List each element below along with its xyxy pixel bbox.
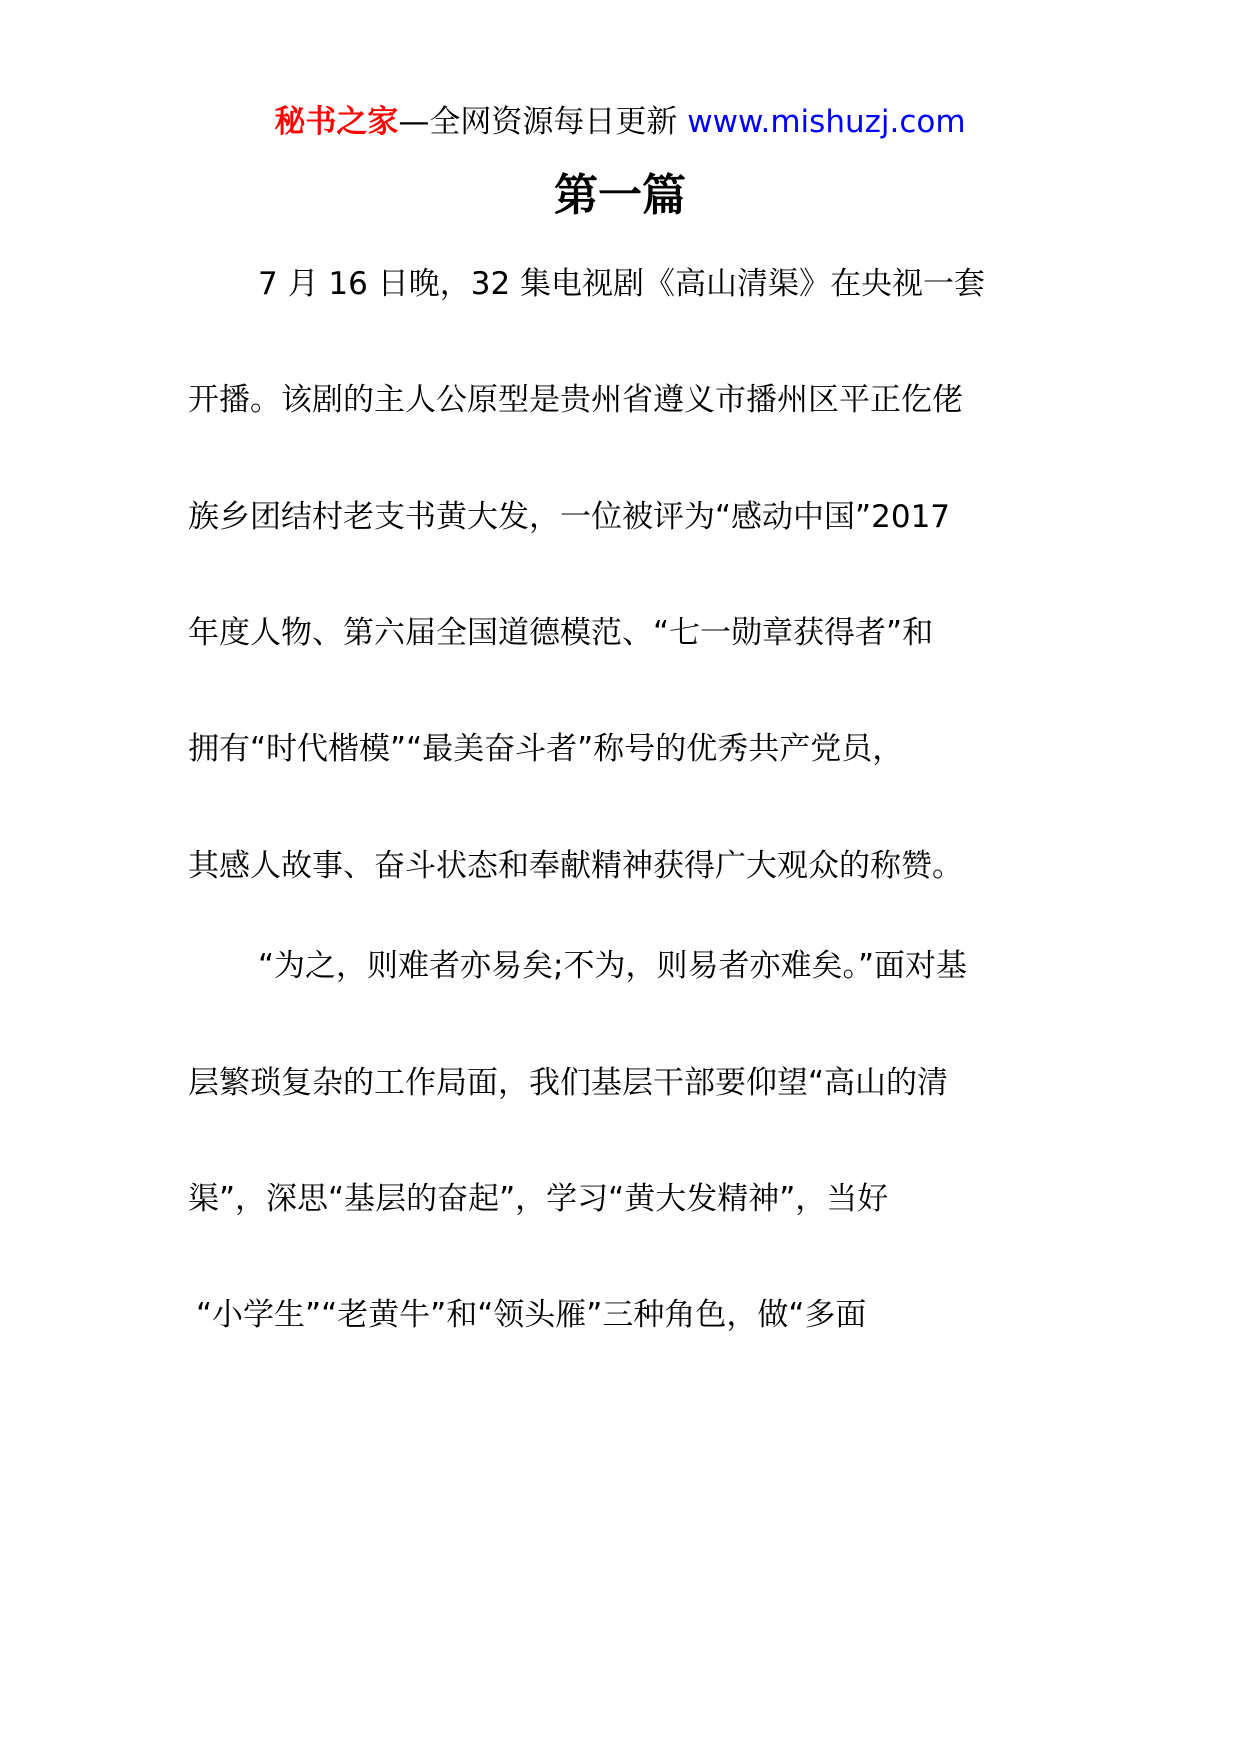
paragraph-line: 族乡团结村老支书黄大发，一位被评为“感动中国”2017 (188, 499, 951, 535)
paragraph-line: 拥有“时代楷模”“最美奋斗者”称号的优秀共产党员， (188, 731, 904, 767)
paragraph-line: 年度人物、第六届全国道德模范、“七一勋章获得者”和 (188, 615, 934, 651)
site-tagline: —全网资源每日更新 (398, 104, 688, 140)
paragraph-line: 7 月 16 日晚，32 集电视剧《高山清渠》在央视一套 (258, 266, 986, 302)
page-title: 第一篇 (554, 170, 686, 221)
paragraph-line: 渠”，深思“基层的奋起”，学习“黄大发精神”，当好 (188, 1181, 889, 1217)
site-brand: 秘书之家 (274, 104, 399, 140)
paragraph-line: 层繁琐复杂的工作局面，我们基层干部要仰望“高山的清 (188, 1065, 949, 1101)
site-url-link[interactable]: www.mishuzj.com (687, 104, 966, 140)
paragraph-line: 其感人故事、奋斗状态和奉献精神获得广大观众的称赞。 (188, 848, 963, 884)
paragraph-line: “小学生”“老黄牛”和“领头雁”三种角色，做“多面 (196, 1297, 867, 1333)
paragraph-line: 开播。该剧的主人公原型是贵州省遵义市播州区平正仡佬 (188, 382, 963, 418)
paragraph-line: “为之，则难者亦易矣;不为，则易者亦难矣。”面对基 (258, 948, 968, 984)
site-header (0, 100, 1240, 144)
